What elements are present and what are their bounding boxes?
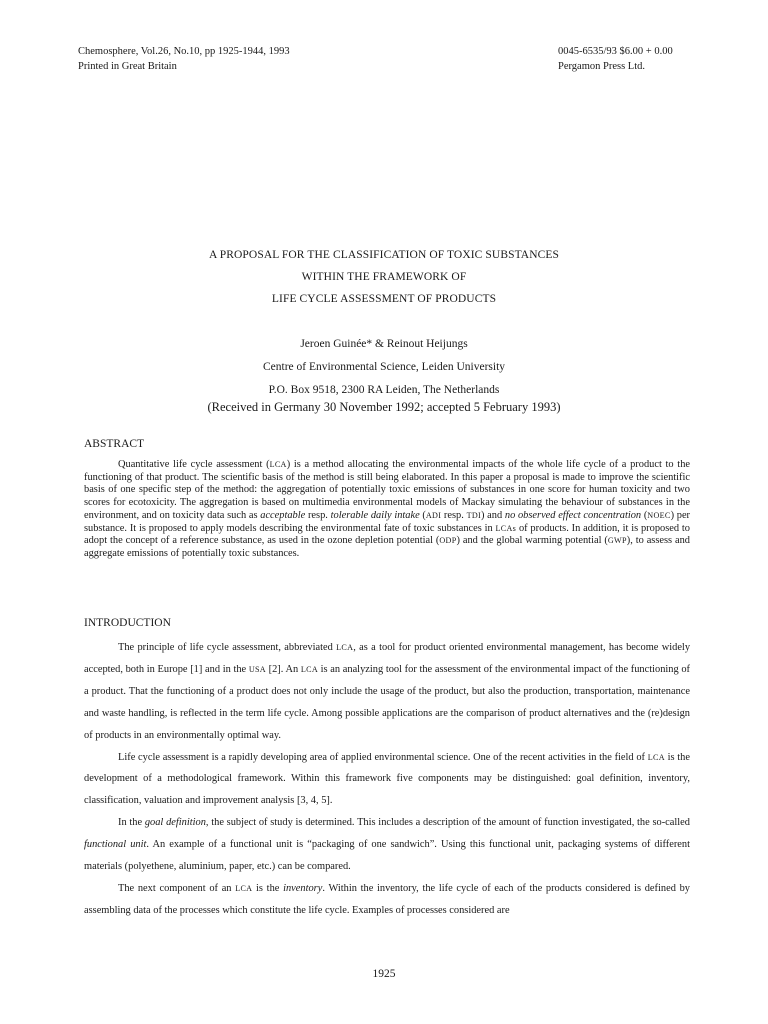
publisher-info — [558, 44, 673, 74]
abstract-paragraph: Quantitative life cycle assessment (LCA) is a method allocating the environmental impacts of the whole life cycle of a product to the functioning of that product. The scientific basis of the method is still being elaborated. In this paper a proposal is made to improve the scientific basis of one specific step of the method: the aggregation of potentially toxic emissions of substances in one score for human toxicity and two scores for ecotoxicity. The aggregation is based on multimedia environmental models of Mackay simulating the behaviour of substances in the environment, and on toxicity data such as acceptable resp. tolerable daily intake (ADI resp. TDI) and no observed effect concentration (NOEC) per substance. It is proposed to apply models describing the environmental fate of toxic substances in LCAs of products. In addition, it is proposed to adopt the concept of a reference substance, as used in the ozone depletion potential (ODP) and the global warming potential (GWP), to assess and aggregate emissions of potentially toxic substances. — [84, 459, 691, 559]
intro-paragraph-1: The principle of life cycle assessment, abbreviated LCA, as a tool for product oriented environmental management, has become widely accepted, both in Europe [1] and in the USA [2]. An LCA is an analyzing tool for the assessment of the environmental impact of the functioning of a product. That the functioning of a product does not only include the usage of the product, but also the production, transportation, maintenance and waste handling, is reflected in the term life cycle. Among possible applications are the comparison of product alternatives and the (re)design of products in an environmentally optimal way. — [84, 642, 691, 741]
title-line-3: LIFE CYCLE ASSESSMENT OF PRODUCTS — [271, 293, 497, 305]
intro-paragraph-2: Life cycle assessment is a rapidly developing area of applied environmental science. One of the recent activities in the field of LCA is the development of a methodological framework. Within this framework five components may be distinguished: goal definition, inventory, classification, valuation and improvement analysis [3, 4, 5]. — [84, 751, 690, 807]
author-names: Jeroen Guinée* & Reinout Heijungs — [300, 338, 468, 350]
print-location: Printed in Great Britain — [78, 61, 177, 72]
author-affiliation: Centre of Environmental Science, Leiden University — [262, 361, 506, 373]
received-dates: (Received in Germany 30 November 1992; accepted 5 February 1993) — [207, 400, 561, 414]
paper-title — [0, 244, 768, 310]
intro-paragraph-4: The next component of an LCA is the inventory. Within the inventory, the life cycle of each of the products considered is defined by assembling data of the processes which constitute the life cycle. Examples of processes considered are — [84, 882, 690, 916]
introduction-body — [84, 637, 690, 922]
author-block — [0, 333, 768, 402]
title-line-2: WITHIN THE FRAMEWORK OF — [301, 271, 467, 283]
author-address: P.O. Box 9518, 2300 RA Leiden, The Netherlands — [268, 384, 500, 396]
issn-price: 0045-6535/93 $6.00 + 0.00 — [558, 46, 673, 57]
journal-reference: Chemosphere, Vol.26, No.10, pp 1925-1944, 1993 — [78, 46, 290, 57]
page-number: 1925 — [372, 968, 396, 980]
journal-citation — [78, 44, 290, 74]
abstract-heading: ABSTRACT — [84, 438, 145, 450]
abstract-body — [84, 459, 690, 561]
title-line-1: A PROPOSAL FOR THE CLASSIFICATION OF TOXIC SUBSTANCES — [209, 249, 559, 261]
intro-paragraph-3: In the goal definition, the subject of study is determined. This includes a description of the amount of function investigated, the so-called functional unit. An example of a functional unit is “packaging of one sandwich”. Using this functional unit, packaging systems of different materials (polyethene, aluminium, paper, etc.) can be compared. — [84, 817, 690, 873]
publisher-name: Pergamon Press Ltd. — [558, 61, 646, 72]
introduction-heading: INTRODUCTION — [84, 617, 171, 629]
